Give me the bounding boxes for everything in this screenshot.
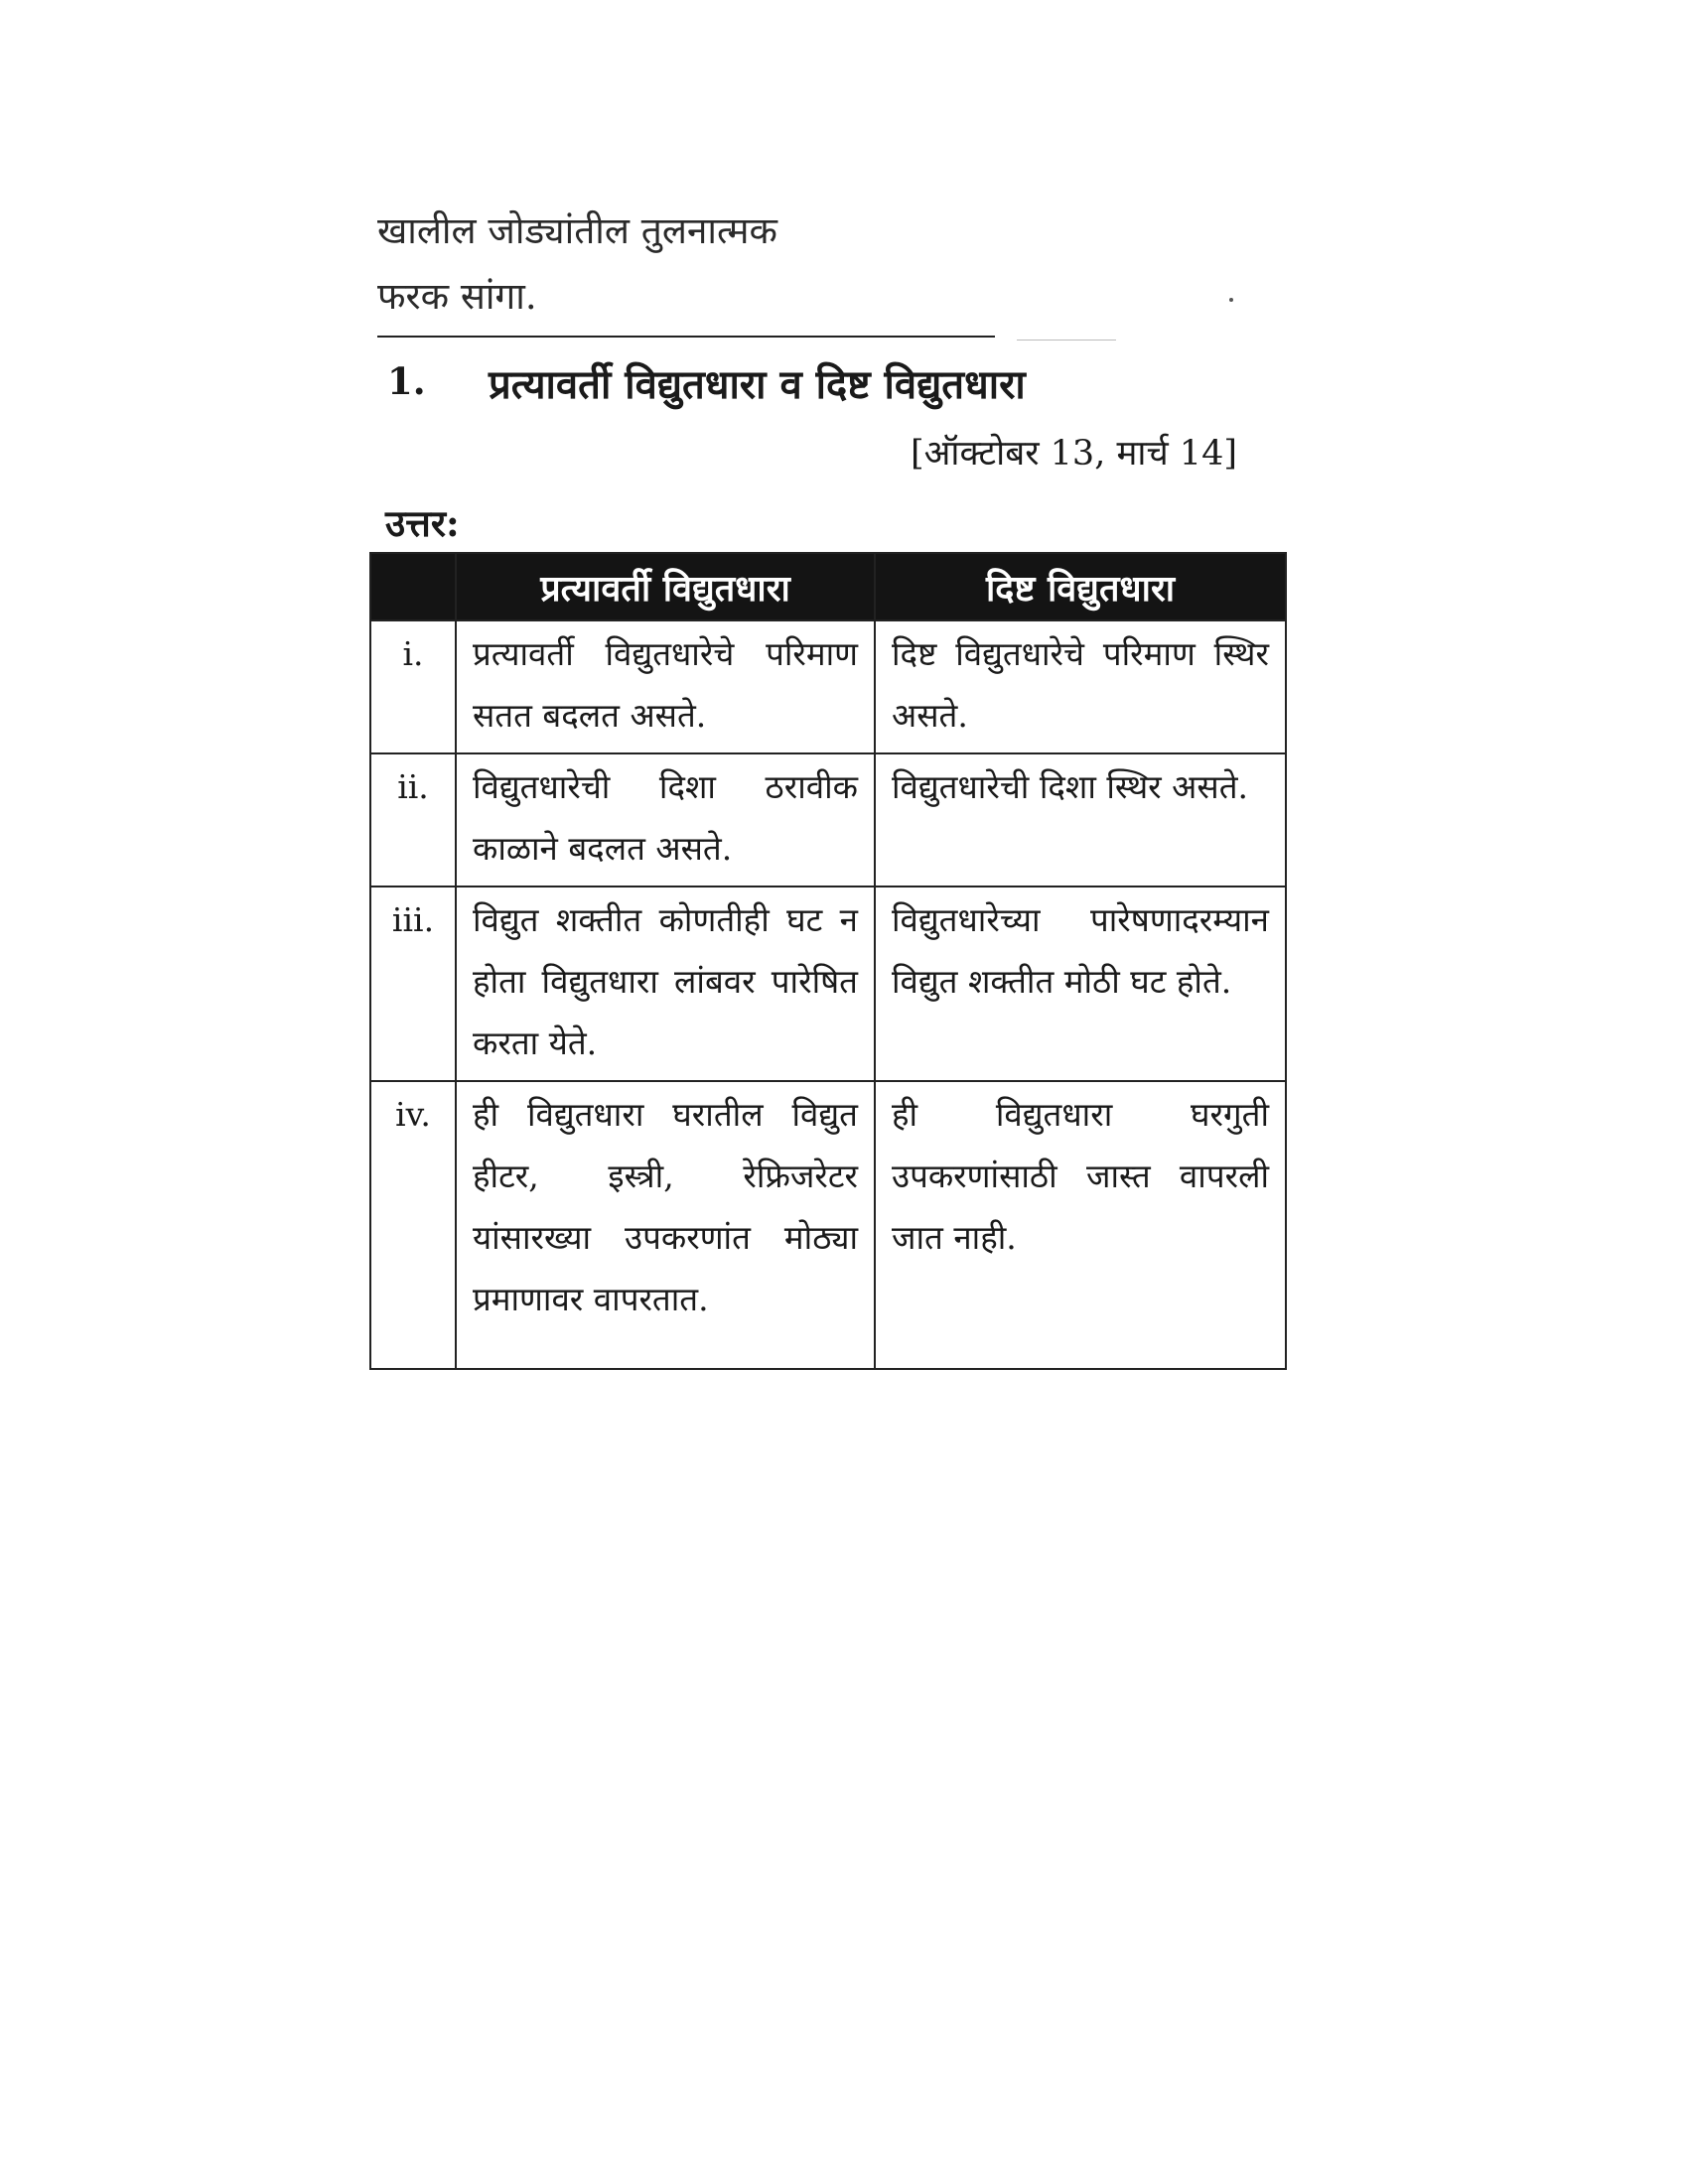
header-dc: दिष्ट विद्युतधारा <box>875 553 1286 620</box>
cell-ac: विद्युतधारेची दिशा ठरावीक काळाने बदलत असते. <box>456 753 875 887</box>
answer-label: उत्तर: <box>385 501 460 545</box>
row-index: iv. <box>370 1081 456 1369</box>
row-index: ii. <box>370 753 456 887</box>
question-reference: [ऑक्टोबर 13, मार्च 14] <box>911 434 1237 474</box>
comparison-table <box>369 552 1287 1370</box>
table-row <box>370 753 1286 887</box>
instruction-text <box>377 199 1013 330</box>
cell-dc: दिष्ट विद्युतधारेचे परिमाण स्थिर असते. <box>875 620 1286 753</box>
row-index: i. <box>370 620 456 753</box>
cell-ac: ही विद्युतधारा घरातील विद्युत हीटर, इस्त्री, रेफ्रिजरेटर यांसारख्या उपकरणांत मोठ्या प्रमाणावर वापरतात. <box>456 1081 875 1369</box>
question-number: 1. <box>387 359 426 403</box>
header-index <box>370 553 456 620</box>
scan-speck <box>1229 298 1233 302</box>
divider-line-faint <box>1017 340 1116 341</box>
table-row <box>370 620 1286 753</box>
divider-line <box>377 336 995 338</box>
cell-ac: प्रत्यावर्ती विद्युतधारेचे परिमाण सतत बदलत असते. <box>456 620 875 753</box>
table-row <box>370 1081 1286 1369</box>
row-index: iii. <box>370 887 456 1081</box>
instruction-line-1: खालील जोड्यांतील तुलनात्मक <box>377 209 777 252</box>
cell-ac: विद्युत शक्तीत कोणतीही घट न होता विद्युतधारा लांबवर पारेषित करता येते. <box>456 887 875 1081</box>
question-title: प्रत्यावर्ती विद्युतधारा व दिष्ट विद्युतधारा <box>489 361 1026 408</box>
cell-dc: विद्युतधारेच्या पारेषणादरम्यान विद्युत शक्तीत मोठी घट होते. <box>875 887 1286 1081</box>
cell-dc: विद्युतधारेची दिशा स्थिर असते. <box>875 753 1286 887</box>
cell-dc: ही विद्युतधारा घरगुती उपकरणांसाठी जास्त वापरली जात नाही. <box>875 1081 1286 1369</box>
instruction-line-2: फरक सांगा. <box>377 275 537 318</box>
header-ac: प्रत्यावर्ती विद्युतधारा <box>456 553 875 620</box>
table-header-row <box>370 553 1286 620</box>
table-row <box>370 887 1286 1081</box>
